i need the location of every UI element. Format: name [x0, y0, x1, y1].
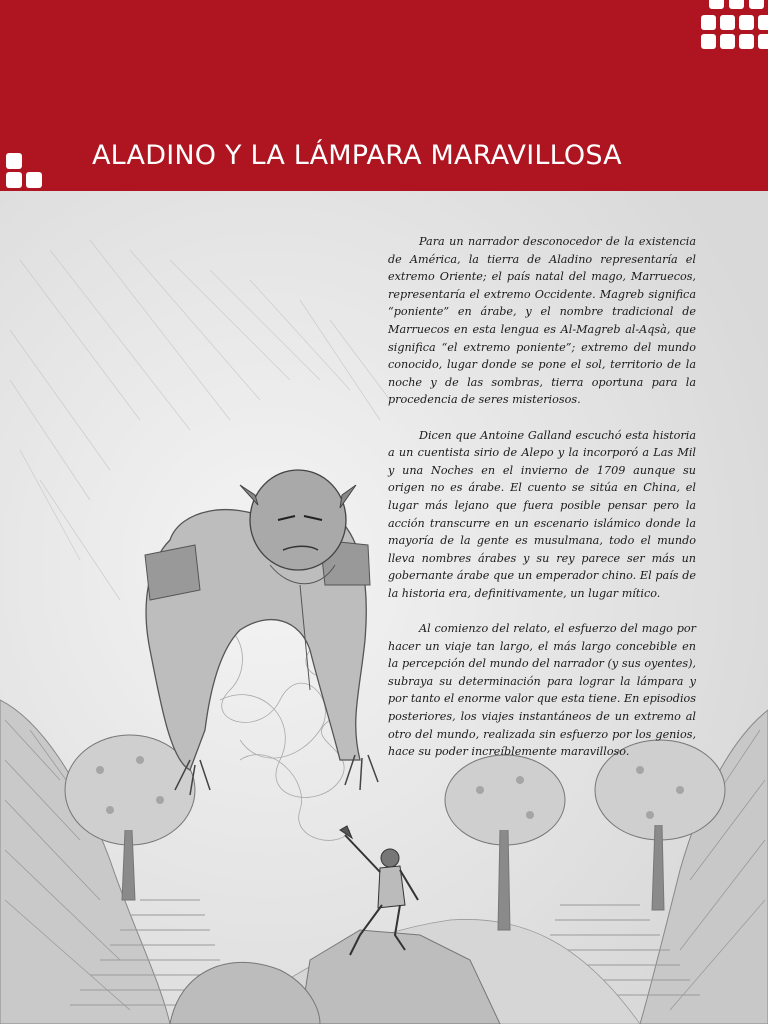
- chapter-header-band: [0, 0, 768, 191]
- decor-square: [729, 0, 744, 9]
- decor-square: [720, 34, 735, 49]
- decor-square: [749, 0, 764, 9]
- paragraph: Al comienzo del relato, el esfuerzo del mago por hacer un viaje tan largo, el más largo concebible en la percepción del mundo del narrador (y sus oyentes), subraya su determinación para lograr la lámpara y por tanto el enorme valor que esta tiene. En episodios posteriores, los viajes instantáneos de un extremo al otro del mundo, realizada sin esfuerzo por los genios, hace su poder increíblemente maravilloso.: [388, 622, 696, 759]
- decor-square: [6, 172, 22, 188]
- decor-square: [739, 34, 754, 49]
- paragraph: Para un narrador desconocedor de la existencia de América, la tierra de Aladino representaría el extremo Oriente; el país natal del mago, Marruecos, representaría el extremo Occidente. Magreb significa “poniente” en árabe, y el nombre tradicional de Marruecos en esta lengua es Al-Magreb al-Aqsà, que significa “el extremo poniente”; extremo del mundo conocido, lugar donde se pone el sol, territorio de la noche y de las sombras, tierra oportuna para la procedencia de seres misteriosos.: [388, 235, 696, 407]
- paragraph: Dicen que Antoine Galland escuchó esta historia a un cuentista sirio de Alepo y la incorporó a Las Mil y una Noches en el invierno de 1709 aunque su origen no es árabe. El cuento se sitúa en China, el lugar más lejano que fuera posible pensar pero la acción transcurre en un escenario islámico donde la mayoría de la gente es musulmana, todo el mundo lleva nombres árabes y su rey parece ser más un gobernante árabe que un emperador chino. El país de la historia era, definitivamente, un lugar mítico.: [388, 428, 696, 600]
- chapter-title: ALADINO Y LA LÁMPARA MARAVILLOSA: [92, 140, 622, 171]
- decor-square: [720, 15, 735, 30]
- decor-square: [701, 34, 716, 49]
- decor-square: [758, 15, 768, 30]
- decor-square: [739, 15, 754, 30]
- decor-square: [709, 0, 724, 9]
- decor-square: [6, 153, 22, 169]
- decor-square: [701, 15, 716, 30]
- decor-square: [758, 34, 768, 49]
- article-text: [388, 233, 696, 778]
- decor-square: [26, 172, 42, 188]
